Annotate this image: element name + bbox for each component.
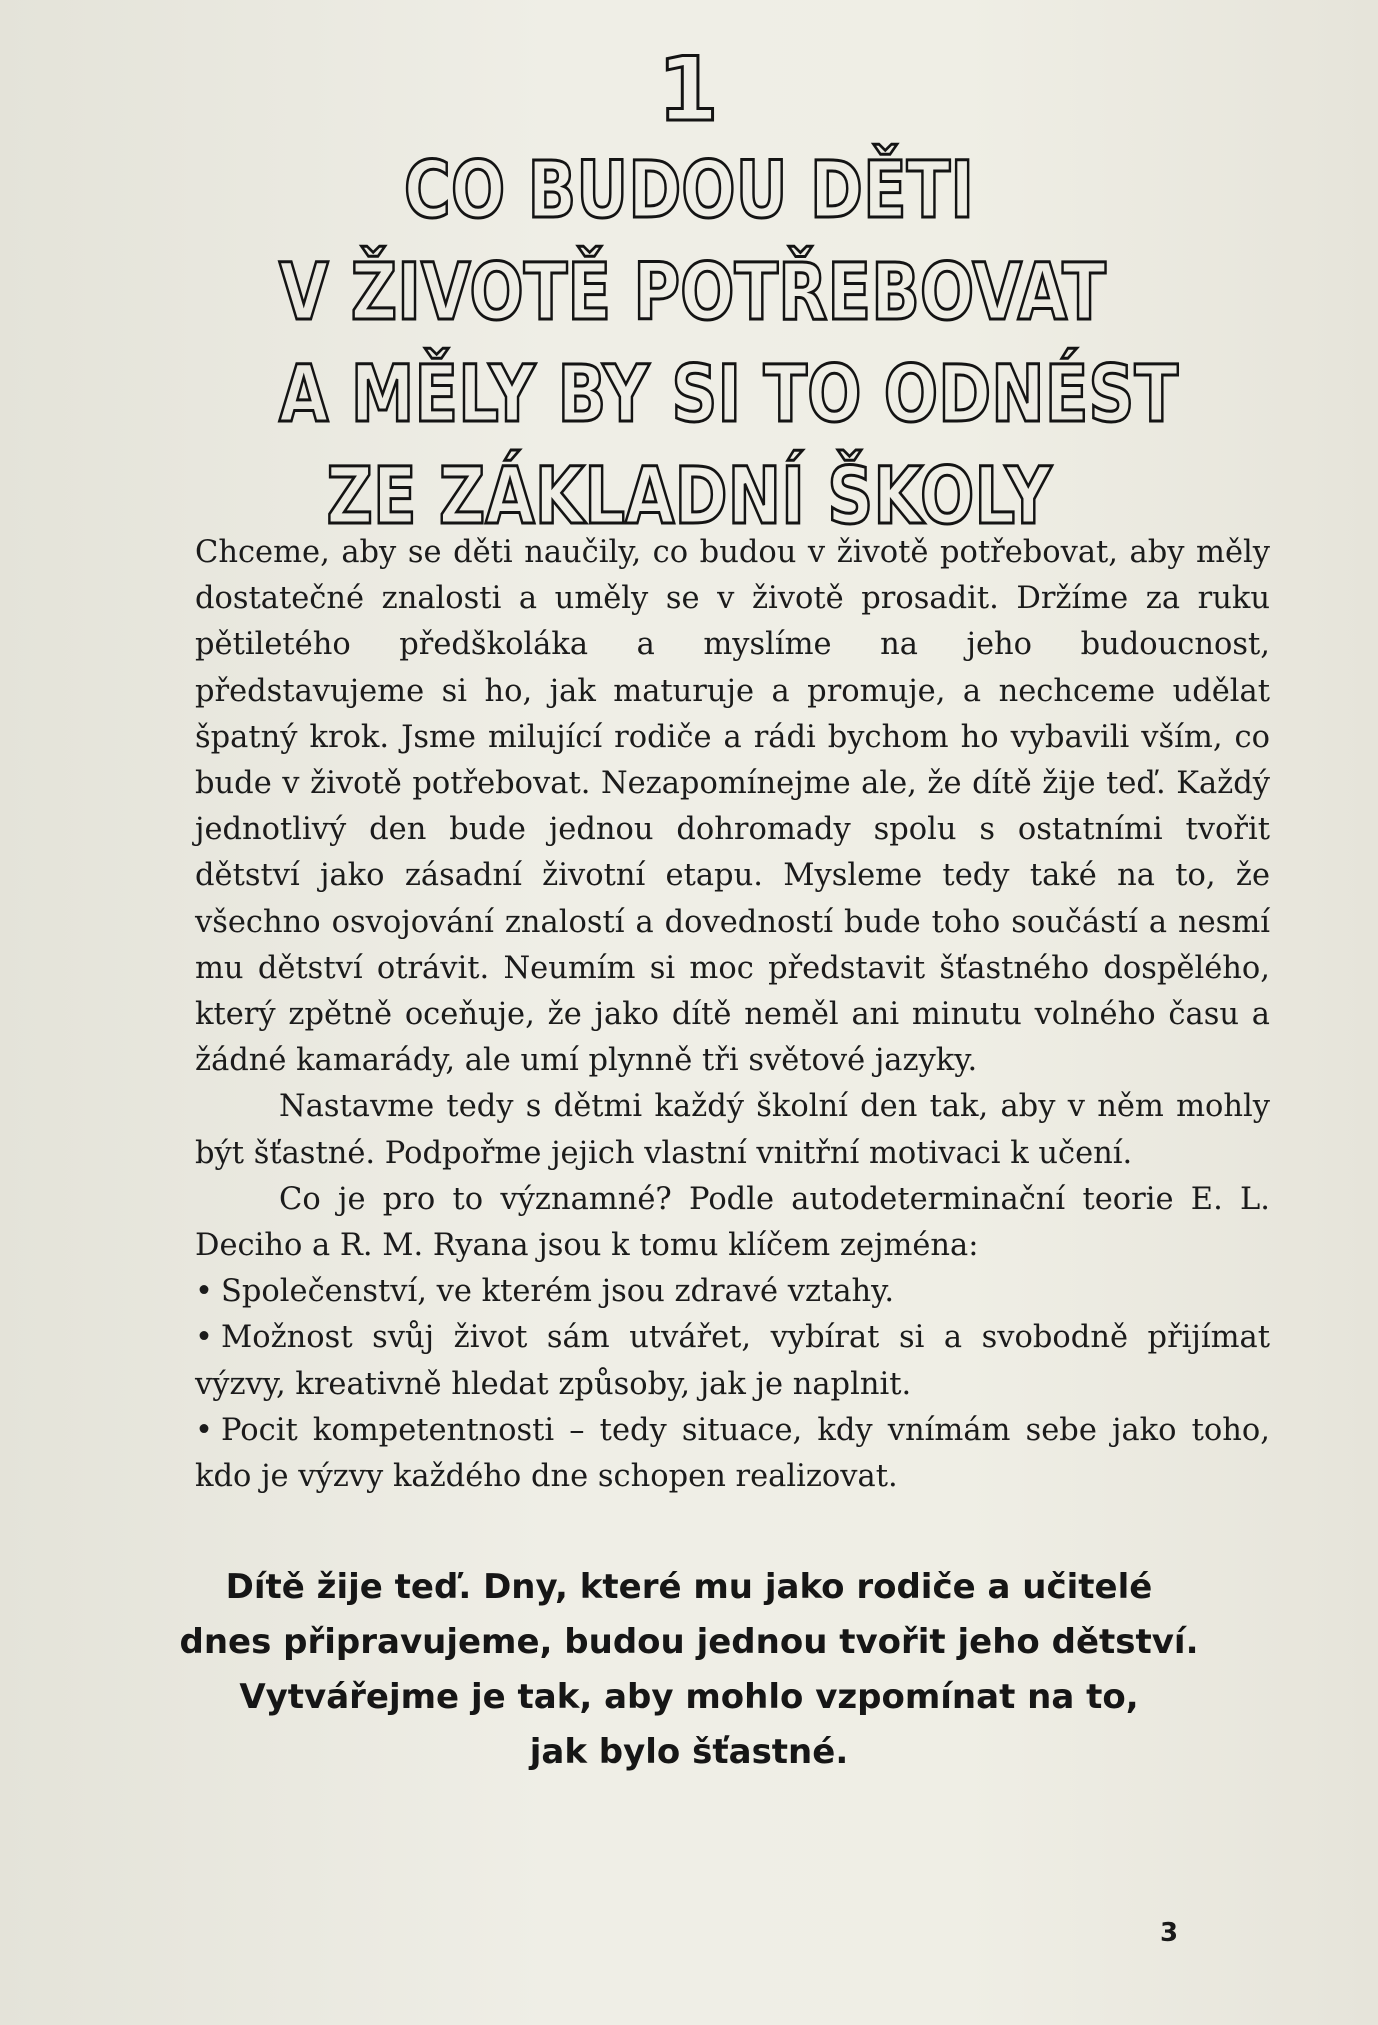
quote-line: Dítě žije teď. Dny, které mu jako rodiče a učitelé	[225, 1567, 1153, 1607]
list-item-text: Možnost svůj život sám utvářet, vybírat si a svobodně přijímat výzvy, kreativně hledat způsoby, jak je naplnit.	[195, 1320, 1270, 1402]
paragraph: Co je pro to významné? Podle autodeterminační teorie E. L. Deciho a R. M. Ryana jsou k tomu klíčem zejména:	[195, 1181, 1270, 1264]
chapter-title-line: CO BUDOU DĚTI	[403, 146, 975, 236]
chapter-number: 1	[657, 38, 721, 141]
chapter-title-line: V ŽIVOTĚ POTŘEBOVAT	[279, 248, 1106, 338]
list-item-text: Společenství, ve kterém jsou zdravé vztahy.	[221, 1274, 895, 1310]
bullet-list	[195, 1269, 1270, 1500]
list-item	[195, 1269, 1270, 1315]
highlight-quote	[140, 1560, 1238, 1780]
chapter-heading	[0, 40, 1378, 548]
chapter-title-line: ZE ZÁKLADNÍ ŠKOLY	[326, 452, 1052, 542]
bullet-icon: •	[195, 1412, 213, 1448]
quote-line: jak bylo šťastné.	[529, 1732, 849, 1772]
bullet-icon: •	[195, 1274, 213, 1310]
quote-line: Vytvářejme je tak, aby mohlo vzpomínat na to,	[239, 1677, 1139, 1717]
quote-line: dnes připravujeme, budou jednou tvořit jeho dětství.	[179, 1622, 1199, 1662]
paragraph: Chceme, aby se děti naučily, co budou v životě potřebovat, aby měly dostatečné znalosti a uměly se v životě prosadit. Držíme za ruku pětiletého předškoláka a myslíme na jeho budoucnost, představujeme si ho, jak maturuje a promuje, a nechceme udělat špatný krok. Jsme milující rodiče a rádi bychom ho vybavili vším, co bude v životě potřebovat. Nezapomínejme ale, že dítě žije teď. Každý jednotlivý den bude jednou dohromady spolu s ostatními tvořit dětství jako zásadní životní etapu. Mysleme tedy také na to, že všechno osvojování znalostí a dovedností bude toho součástí a nesmí mu dětství otrávit. Neumím si moc představit šťastného dospělého, který zpětně oceňuje, že jako dítě neměl ani minutu volného času a žádné kamarády, ale umí plynně tři světové jazyky.	[195, 535, 1270, 1079]
chapter-title-line: A MĚLY BY SI TO ODNÉST	[279, 350, 1179, 440]
paragraph: Nastavme tedy s dětmi každý školní den tak, aby v něm mohly být šťastné. Podpořme jejich vlastní vnitřní motivaci k učení.	[195, 1089, 1270, 1171]
chapter-title	[279, 140, 1179, 548]
list-item	[195, 1315, 1270, 1407]
page-number: 3	[1160, 1918, 1179, 1948]
body-text	[195, 530, 1270, 1500]
bullet-icon: •	[195, 1320, 213, 1356]
list-item-text: Pocit kompetentnosti – tedy situace, kdy vnímám sebe jako toho, kdo je výzvy každého dne schopen realizovat.	[195, 1412, 1270, 1495]
list-item	[195, 1408, 1270, 1500]
